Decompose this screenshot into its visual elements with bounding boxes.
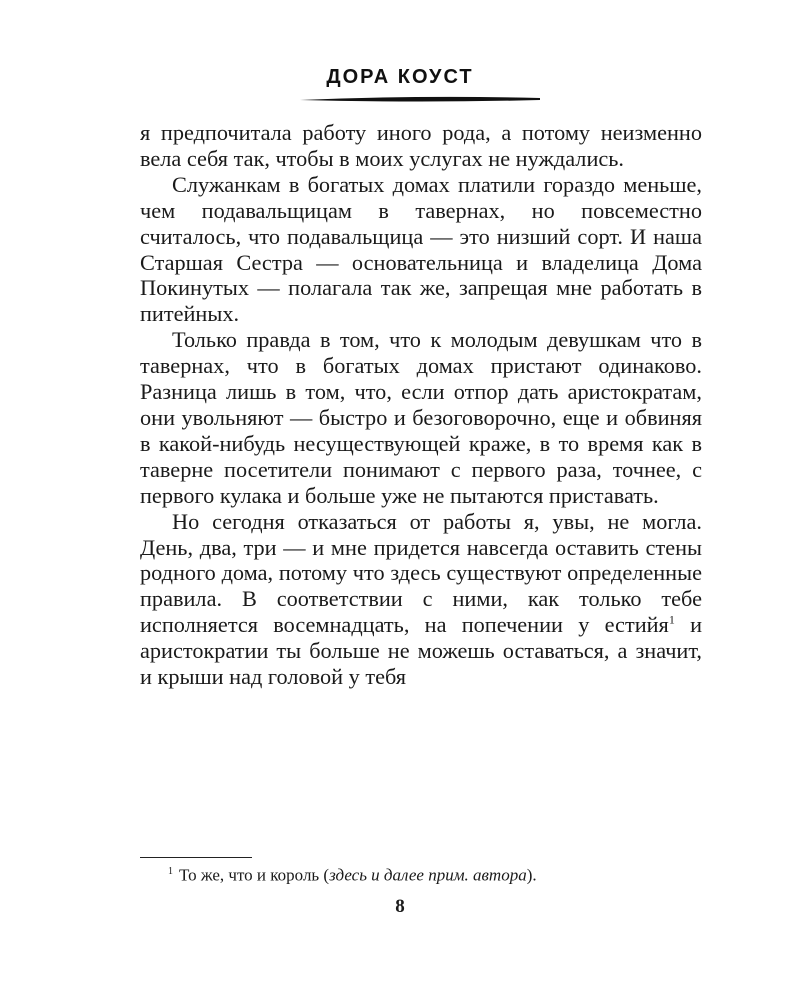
running-header-title: ДОРА КОУСТ (326, 66, 474, 88)
paragraph-4-part-2: и аристократии ты больше не можешь оставаться, а значит, и крыши над головой у тебя (140, 612, 703, 690)
footnote-divider (140, 857, 252, 858)
paragraph-3: Только правда в том, что к молодым девушкам что в тавернах, что в богатых домах пристают одинаково. Разница лишь в том, что, если отпор дать аристократам, они увольняют — быстро и безоговорочно, еще и обвиняя в какой-нибудь несуществующей краже, в то время как в таверне посетители понимают с первого раза, точнее, с первого кулака и больше уже не пытаются приставать. (140, 327, 702, 508)
running-header (0, 66, 800, 89)
paragraph-4-part-1: Но сегодня отказаться от работы я, увы, не могла. День, два, три — и мне придется навсегда оставить стены родного дома, потому что здесь существуют определенные правила. В соответствии с ними, как только тебе исполняется восемнадцать, на попечении у естийя (140, 508, 702, 638)
header-ornament-rule (300, 94, 540, 104)
paragraph-1: я предпочитала работу иного рода, а потому неизменно вела себя так, чтобы в моих услугах не нуждались. (140, 120, 702, 171)
footnote-text-end: ). (526, 865, 537, 885)
footnote-text-start: То же, что и король ( (179, 865, 330, 885)
body-text (140, 120, 702, 690)
footnote-text-italic: здесь и далее прим. автора (329, 865, 527, 885)
footnote (168, 862, 708, 886)
paragraph-4 (140, 509, 702, 690)
page-number: 8 (395, 896, 405, 917)
paragraph-2: Служанкам в богатых домах платили гораздо меньше, чем подавальщицам в тавернах, но повсеместно считалось, что подавальщица — это низший сорт. И наша Старшая Сестра — основательница и владелица Дома Покинутых — полагала так же, запрещая мне работать в питейных. (140, 171, 702, 327)
footnote-reference[interactable]: 1 (668, 612, 675, 627)
footnote-mark: 1 (168, 866, 173, 877)
